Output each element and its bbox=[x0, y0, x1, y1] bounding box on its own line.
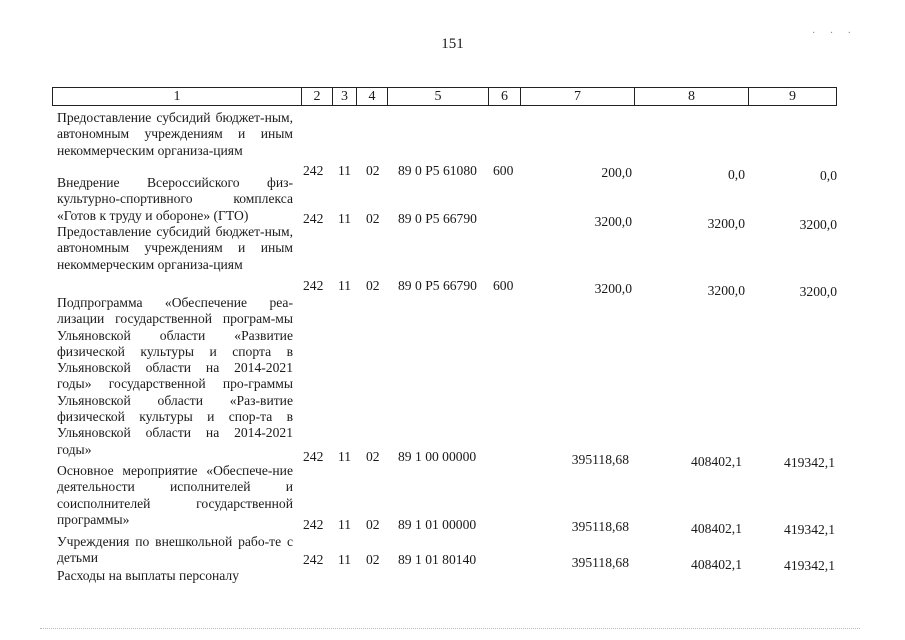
cell-col-5: 89 0 P5 61080 bbox=[398, 163, 477, 178]
cell-col-3: 11 bbox=[338, 163, 352, 178]
cell-col-8: 3200,0 bbox=[707, 216, 745, 231]
cell-col-3: 11 bbox=[338, 449, 352, 464]
cell-col-8: 408402,1 bbox=[691, 557, 742, 572]
cell-col-3: 11 bbox=[338, 552, 352, 567]
cell-col-5: 89 1 01 80140 bbox=[398, 552, 477, 567]
row-description: Предоставление субсидий бюджет-ным, автономным учреждениям и иным некоммерческим организа-циям bbox=[57, 110, 293, 158]
cell-col-3: 11 bbox=[338, 517, 352, 532]
cell-col-4: 02 bbox=[366, 211, 380, 226]
row-description: Предоставление субсидий бюджет-ным, автономным учреждениям и иным некоммерческим организа-циям bbox=[57, 224, 293, 272]
cell-col-9: 419342,1 bbox=[784, 558, 835, 573]
cell-col-9: 3200,0 bbox=[799, 217, 837, 232]
corner-mark: · · · bbox=[812, 28, 857, 39]
header-col-8: 8 bbox=[634, 88, 748, 105]
cell-col-2: 242 bbox=[303, 517, 324, 532]
row-description: Учреждения по внешкольной рабо-те с детьми bbox=[57, 534, 293, 566]
cell-col-7: 395118,68 bbox=[571, 452, 629, 467]
page-number: 151 bbox=[441, 36, 464, 52]
cell-col-8: 408402,1 bbox=[691, 454, 742, 469]
cell-col-5: 89 1 01 00000 bbox=[398, 517, 477, 532]
row-description: Внедрение Всероссийского физ-культурно-спортивного комплекса «Готов к труду и обороне» (ГТО) bbox=[57, 175, 293, 223]
header-col-3: 3 bbox=[332, 88, 356, 105]
cell-col-5: 89 1 00 00000 bbox=[398, 449, 477, 464]
cell-col-4: 02 bbox=[366, 552, 380, 567]
page-bottom-edge bbox=[40, 628, 860, 630]
row-description: Основное мероприятие «Обеспече-ние деятельности исполнителей и соисполнителей государственной программы» bbox=[57, 463, 293, 527]
cell-col-5: 89 0 P5 66790 bbox=[398, 211, 477, 226]
cell-col-6: 600 bbox=[493, 163, 514, 178]
cell-col-4: 02 bbox=[366, 449, 380, 464]
cell-col-2: 242 bbox=[303, 449, 324, 464]
header-col-4: 4 bbox=[356, 88, 387, 105]
header-col-1: 1 bbox=[173, 89, 181, 104]
header-col-2: 2 bbox=[301, 88, 332, 105]
header-col-6: 6 bbox=[488, 88, 520, 105]
cell-col-5: 89 0 P5 66790 bbox=[398, 278, 477, 293]
cell-col-6: 600 bbox=[493, 278, 514, 293]
cell-col-8: 408402,1 bbox=[691, 521, 742, 536]
row-description: Расходы на выплаты персоналу bbox=[57, 568, 239, 583]
cell-col-8: 0,0 bbox=[728, 167, 745, 182]
cell-col-2: 242 bbox=[303, 278, 324, 293]
table-header bbox=[52, 87, 837, 106]
row-description: Подпрограмма «Обеспечение реа-лизации государственной програм-мы Ульяновской области «Развитие физической культуры и спорта в Ульяновской области на 2014-2021 годы» государственной про-граммы Ульяновской области «Раз-витие физической культуры и спор-та в Ульяновской области на 2014-2021 годы» bbox=[57, 295, 293, 457]
header-col-7: 7 bbox=[520, 88, 634, 105]
cell-col-8: 3200,0 bbox=[707, 283, 745, 298]
cell-col-7: 3200,0 bbox=[594, 281, 632, 296]
cell-col-9: 3200,0 bbox=[799, 284, 837, 299]
cell-col-3: 11 bbox=[338, 211, 352, 226]
cell-col-2: 242 bbox=[303, 552, 324, 567]
cell-col-7: 3200,0 bbox=[594, 214, 632, 229]
cell-col-7: 395118,68 bbox=[571, 555, 629, 570]
cell-col-9: 419342,1 bbox=[784, 455, 835, 470]
cell-col-2: 242 bbox=[303, 211, 324, 226]
cell-col-4: 02 bbox=[366, 517, 380, 532]
cell-col-7: 395118,68 bbox=[571, 519, 629, 534]
cell-col-7: 200,0 bbox=[601, 165, 632, 180]
header-col-9: 9 bbox=[748, 88, 836, 105]
cell-col-4: 02 bbox=[366, 163, 380, 178]
cell-col-3: 11 bbox=[338, 278, 352, 293]
cell-col-9: 0,0 bbox=[820, 168, 837, 183]
cell-col-9: 419342,1 bbox=[784, 522, 835, 537]
cell-col-4: 02 bbox=[366, 278, 380, 293]
cell-col-2: 242 bbox=[303, 163, 324, 178]
header-col-5: 5 bbox=[387, 88, 488, 105]
